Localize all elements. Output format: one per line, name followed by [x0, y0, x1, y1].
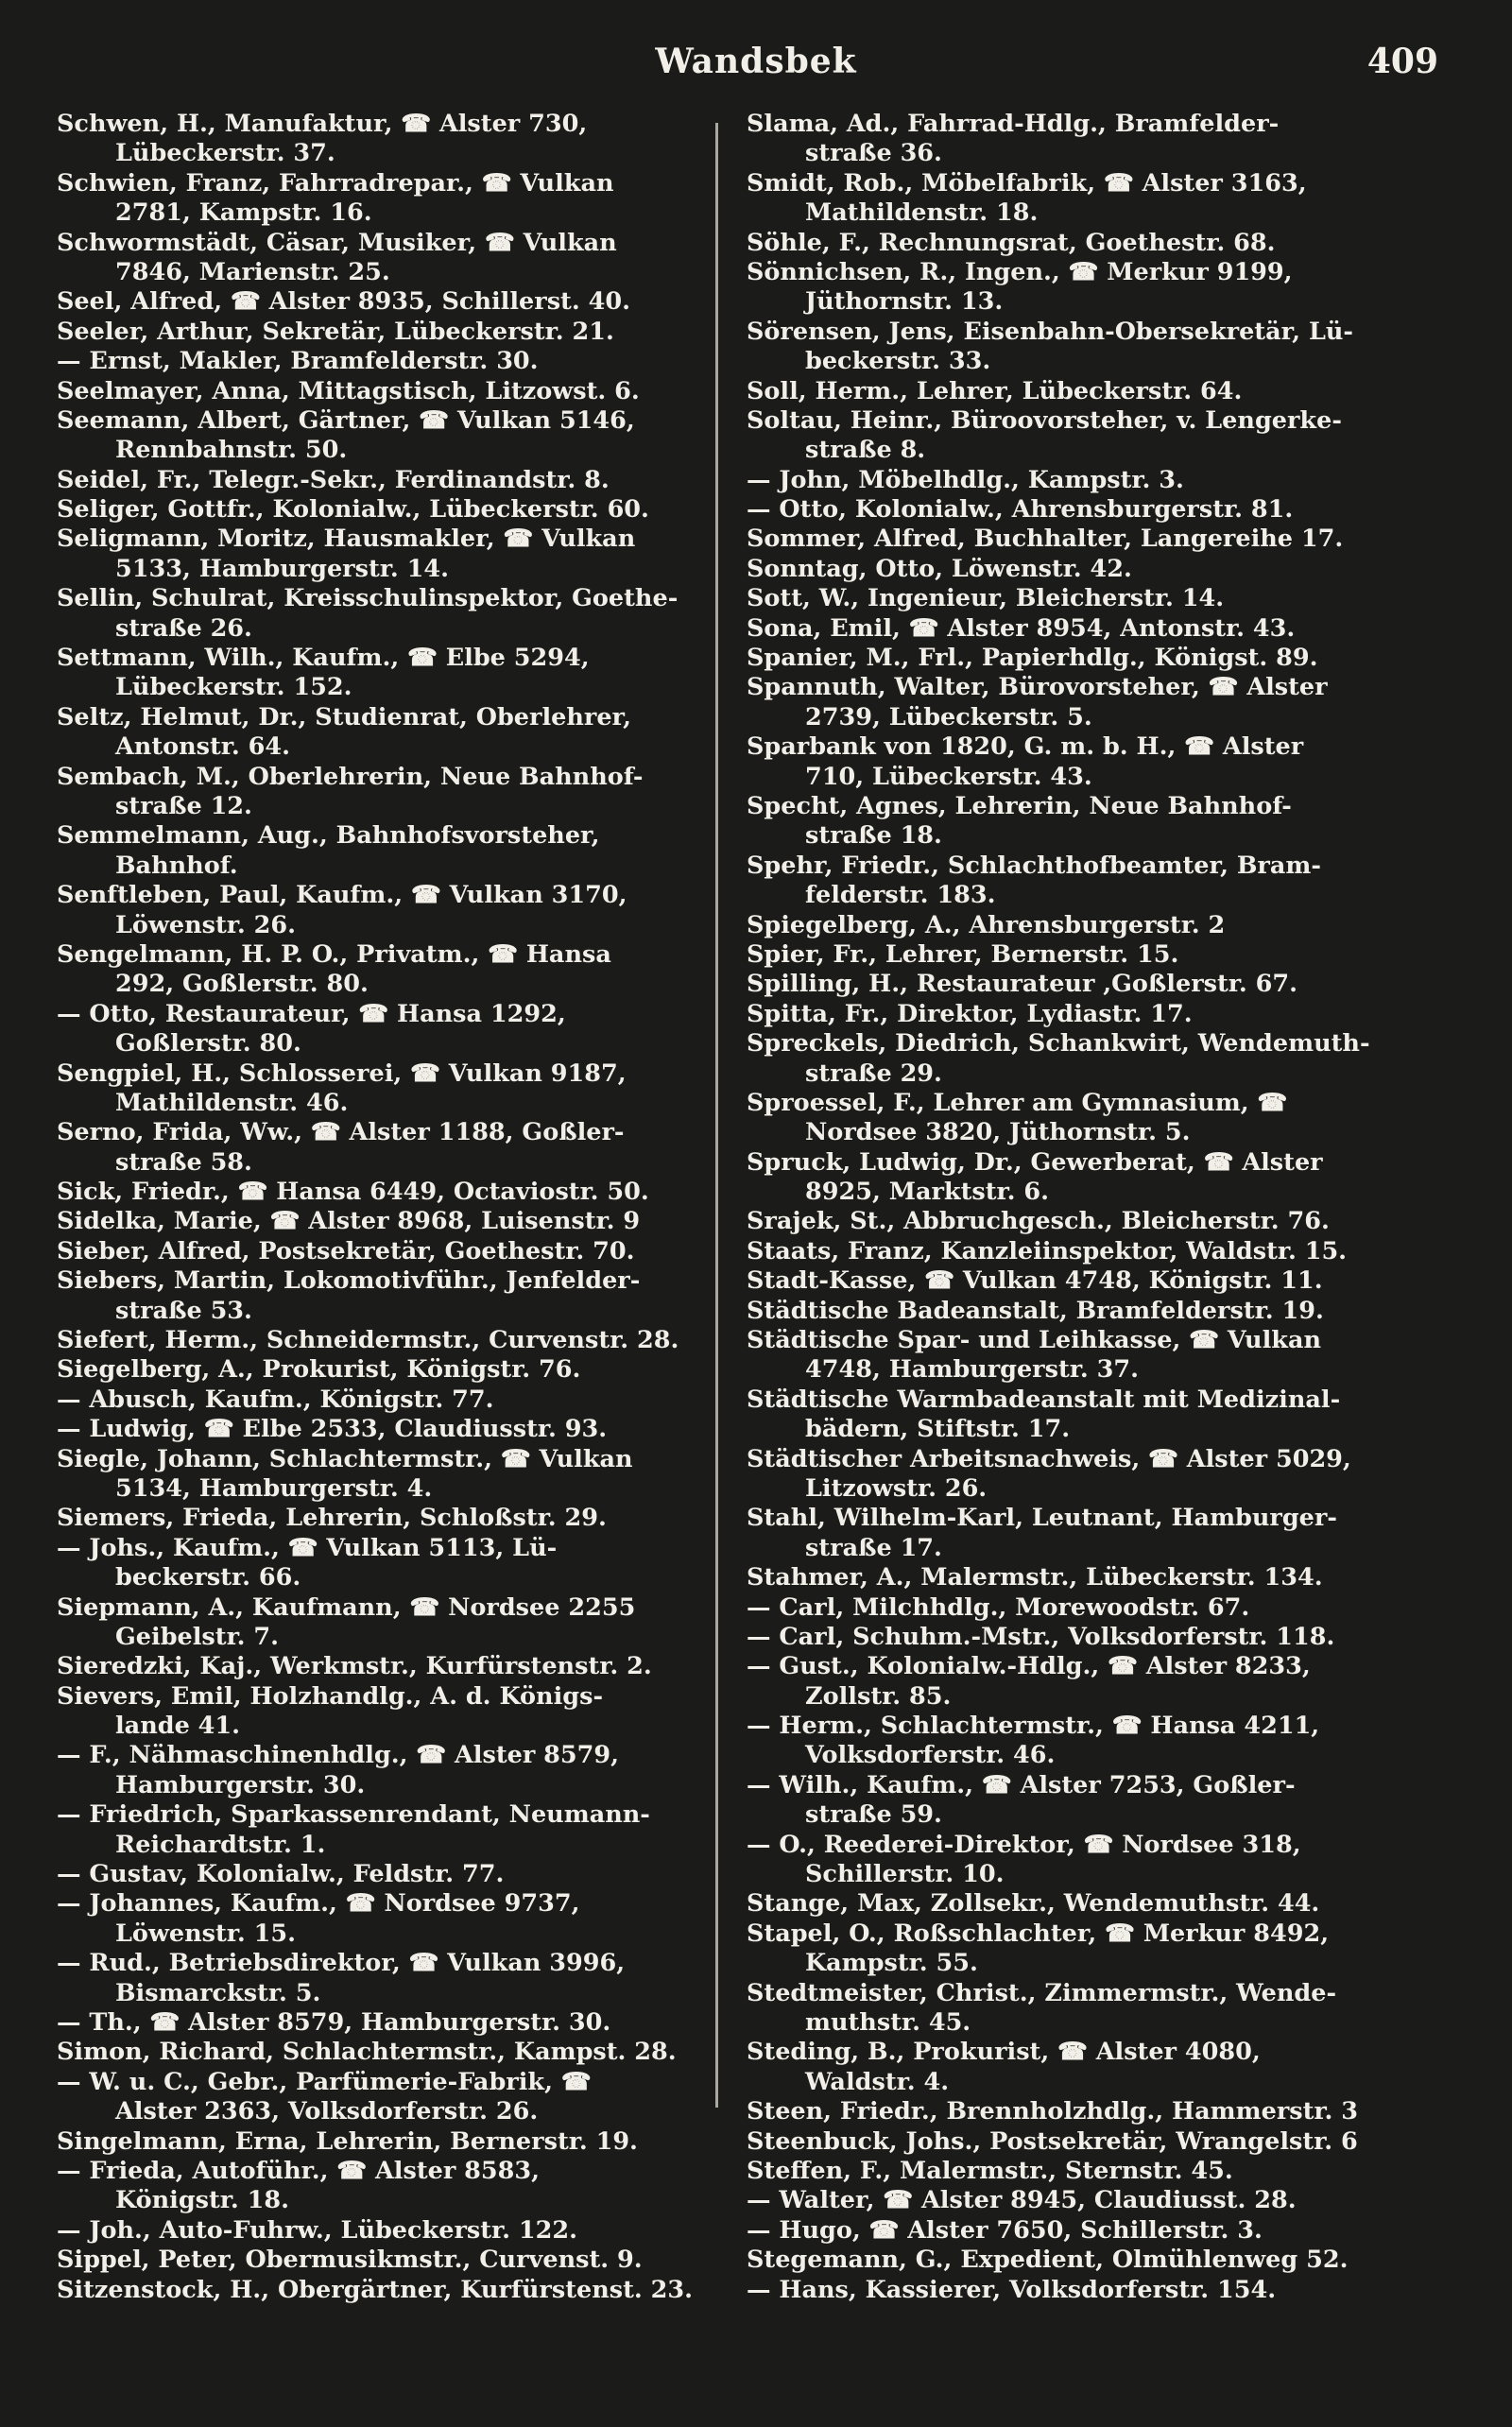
directory-entry-line: Siegle, Johann, Schlachtermstr., ☎ Vulkan	[57, 1444, 633, 1473]
directory-entry-line: Spanier, M., Frl., Papierhdlg., Königst. 89.	[747, 644, 1318, 673]
directory-entry-line: — Johs., Kaufm., ☎ Vulkan 5113, Lü-	[57, 1533, 558, 1562]
directory-entry-line: Hamburgerstr. 30.	[115, 1770, 366, 1799]
directory-entry-line: Seelmayer, Anna, Mittagstisch, Litzowst. 6.	[57, 376, 640, 405]
page-title: Wandsbek	[655, 42, 857, 81]
directory-entry-line: Sona, Emil, ☎ Alster 8954, Antonstr. 43.	[747, 613, 1296, 643]
directory-entry-line: — Otto, Kolonialw., Ahrensburgerstr. 81.	[747, 495, 1294, 525]
directory-entry-line: straße 29.	[805, 1059, 942, 1088]
directory-entry-line: Sembach, M., Oberlehrerin, Neue Bahnhof-	[57, 762, 644, 791]
directory-entry-line: — O., Reederei-Direktor, ☎ Nordsee 318,	[747, 1830, 1301, 1859]
directory-entry-line: Löwenstr. 15.	[115, 1919, 297, 1948]
directory-entry-line: Stange, Max, Zollsekr., Wendemuthstr. 44.	[747, 1889, 1320, 1919]
directory-entry-line: Staats, Franz, Kanzleiinspektor, Waldstr. 15.	[747, 1236, 1348, 1265]
directory-entry-line: — Friedrich, Sparkassenrendant, Neumann-	[57, 1800, 650, 1830]
directory-entry-line: Spruck, Ludwig, Dr., Gewerberat, ☎ Alster	[747, 1147, 1323, 1177]
directory-entry-line: straße 59.	[805, 1800, 942, 1830]
directory-entry-line: 2739, Lübeckerstr. 5.	[805, 702, 1092, 732]
directory-entry-line: Stapel, O., Roßschlachter, ☎ Merkur 8492,	[747, 1919, 1330, 1948]
directory-entry-line: Slama, Ad., Fahrrad-Hdlg., Bramfelder-	[747, 110, 1280, 138]
directory-entry-line: Stahl, Wilhelm-Karl, Leutnant, Hamburger-	[747, 1504, 1337, 1533]
directory-entry-line: beckerstr. 33.	[805, 347, 991, 376]
directory-entry-line: Seligmann, Moritz, Hausmakler, ☎ Vulkan	[57, 525, 636, 554]
directory-entry-line: Königstr. 18.	[115, 2186, 290, 2215]
directory-entry-line: Sippel, Peter, Obermusikmstr., Curvenst. 9.	[57, 2246, 643, 2275]
directory-entry-line: — F., Nähmaschinenhdlg., ☎ Alster 8579,	[57, 1741, 619, 1770]
directory-entry-line: Sengelmann, H. P. O., Privatm., ☎ Hansa	[57, 939, 611, 969]
directory-entry-line: Reichardtstr. 1.	[115, 1830, 326, 1859]
directory-entry-line: Zollstr. 85.	[805, 1681, 952, 1711]
directory-entry-line: bädern, Stiftstr. 17.	[805, 1415, 1071, 1444]
directory-entry-line: — Johannes, Kaufm., ☎ Nordsee 9737,	[57, 1889, 580, 1919]
directory-entry-line: Sonntag, Otto, Löwenstr. 42.	[747, 554, 1132, 583]
directory-entry-line: — Herm., Schlachtermstr., ☎ Hansa 4211,	[747, 1712, 1320, 1741]
directory-entry-line: Söhle, F., Rechnungsrat, Goethestr. 68.	[747, 228, 1276, 257]
directory-entry-line: Sieber, Alfred, Postsekretär, Goethestr. 70.	[57, 1236, 635, 1265]
directory-entry-line: Sengpiel, H., Schlosserei, ☎ Vulkan 9187,	[57, 1059, 627, 1088]
directory-entry-line: Litzowstr. 26.	[805, 1473, 988, 1503]
directory-entry-line: Siepmann, A., Kaufmann, ☎ Nordsee 2255	[57, 1592, 636, 1622]
directory-entry-line: Löwenstr. 26.	[115, 910, 297, 939]
directory-entry-line: Volksdorferstr. 46.	[805, 1741, 1056, 1770]
directory-entry-line: Stadt-Kasse, ☎ Vulkan 4748, Königstr. 11.	[747, 1266, 1323, 1296]
column-divider	[715, 123, 718, 2108]
directory-entry-line: Singelmann, Erna, Lehrerin, Bernerstr. 19.	[57, 2126, 638, 2156]
directory-entry-line: Rennbahnstr. 50.	[115, 436, 348, 465]
directory-entry-line: Stegemann, G., Expedient, Olmühlenweg 52.	[747, 2246, 1349, 2275]
directory-entry-line: — Frieda, Autoführ., ☎ Alster 8583,	[57, 2156, 541, 2185]
left-column	[57, 110, 709, 2305]
directory-entry-line: straße 58.	[115, 1147, 252, 1177]
directory-entry-line: — Otto, Restaurateur, ☎ Hansa 1292,	[57, 999, 566, 1028]
directory-entry-line: Sidelka, Marie, ☎ Alster 8968, Luisenstr. 9	[57, 1207, 641, 1236]
directory-entry-line: Schwien, Franz, Fahrradrepar., ☎ Vulkan	[57, 168, 614, 198]
directory-entry-line: Sick, Friedr., ☎ Hansa 6449, Octaviostr. 50.	[57, 1178, 649, 1207]
directory-entry-line: 5133, Hamburgerstr. 14.	[115, 554, 449, 583]
directory-entry-line: — Wilh., Kaufm., ☎ Alster 7253, Goßler-	[747, 1770, 1296, 1799]
directory-entry-line: — Carl, Milchhdlg., Morewoodstr. 67.	[747, 1592, 1250, 1622]
directory-entry-line: felderstr. 183.	[805, 881, 996, 910]
directory-entry-line: lande 41.	[115, 1712, 241, 1741]
directory-entry-line: Stahmer, A., Malermstr., Lübeckerstr. 134.	[747, 1563, 1323, 1592]
directory-entry-line: Geibelstr. 7.	[115, 1622, 280, 1651]
directory-entry-line: Sproessel, F., Lehrer am Gymnasium, ☎	[747, 1088, 1288, 1117]
directory-entry-line: Smidt, Rob., Möbelfabrik, ☎ Alster 3163,	[747, 168, 1307, 198]
directory-entry-line: muthstr. 45.	[805, 2008, 971, 2037]
directory-entry-line: Sparbank von 1820, G. m. b. H., ☎ Alster	[747, 732, 1304, 762]
directory-entry-line: Sommer, Alfred, Buchhalter, Langereihe 17.	[747, 525, 1344, 554]
directory-entry-line: — Joh., Auto-Fuhrw., Lübeckerstr. 122.	[57, 2215, 577, 2245]
directory-entry-line: Settmann, Wilh., Kaufm., ☎ Elbe 5294,	[57, 644, 590, 673]
directory-entry-line: Seliger, Gottfr., Kolonialw., Lübeckerstr. 60.	[57, 495, 649, 525]
directory-entry-line: Kampstr. 55.	[805, 1949, 978, 1978]
directory-entry-line: Siebers, Martin, Lokomotivführ., Jenfelder-	[57, 1266, 641, 1296]
directory-entry-line: Siemers, Frieda, Lehrerin, Schloßstr. 29.	[57, 1504, 607, 1533]
directory-entry-line: Spreckels, Diedrich, Schankwirt, Wendemuth-	[747, 1029, 1370, 1059]
directory-entry-line: Sott, W., Ingenieur, Bleicherstr. 14.	[747, 584, 1225, 613]
directory-entry-line: Städtische Spar- und Leihkasse, ☎ Vulkan	[747, 1326, 1322, 1355]
directory-entry-line: Seeler, Arthur, Sekretär, Lübeckerstr. 21.	[57, 317, 614, 346]
directory-entry-line: Srajek, St., Abbruchgesch., Bleicherstr. 76.	[747, 1207, 1330, 1236]
directory-entry-line: 2781, Kampstr. 16.	[115, 198, 372, 228]
directory-entry-line: Sellin, Schulrat, Kreisschulinspektor, Goethe-	[57, 584, 679, 613]
directory-entry-line: Städtische Warmbadeanstalt mit Medizinal-	[747, 1385, 1341, 1414]
directory-entry-line: Spier, Fr., Lehrer, Bernerstr. 15.	[747, 939, 1179, 969]
directory-entry-line: straße 26.	[115, 613, 252, 643]
directory-entry-line: straße 12.	[115, 791, 252, 820]
directory-entry-line: Antonstr. 64.	[115, 732, 290, 762]
directory-entry-line: — Ernst, Makler, Bramfelderstr. 30.	[57, 347, 539, 376]
directory-entry-line: — Carl, Schuhm.-Mstr., Volksdorferstr. 118.	[747, 1622, 1335, 1651]
directory-entry-line: Specht, Agnes, Lehrerin, Neue Bahnhof-	[747, 791, 1292, 820]
directory-entry-line: 5134, Hamburgerstr. 4.	[115, 1473, 433, 1503]
directory-entry-line: Soltau, Heinr., Büroovorsteher, v. Lengerke-	[747, 405, 1342, 435]
directory-entry-line: — Ludwig, ☎ Elbe 2533, Claudiusstr. 93.	[57, 1415, 608, 1444]
directory-entry-line: Spannuth, Walter, Bürovorsteher, ☎ Alster	[747, 673, 1328, 702]
directory-entry-line: Sievers, Emil, Holzhandlg., A. d. Königs-	[57, 1681, 604, 1711]
directory-entry-line: Stedtmeister, Christ., Zimmermstr., Wende-	[747, 1978, 1337, 2007]
directory-entry-line: Seemann, Albert, Gärtner, ☎ Vulkan 5146,	[57, 405, 635, 435]
directory-entry-line: Nordsee 3820, Jüthornstr. 5.	[805, 1118, 1191, 1147]
directory-entry-line: Spitta, Fr., Direktor, Lydiastr. 17.	[747, 999, 1193, 1028]
directory-entry-line: straße 8.	[805, 436, 926, 465]
directory-entry-line: Lübeckerstr. 37.	[115, 139, 335, 168]
directory-entry-line: straße 17.	[805, 1533, 942, 1562]
directory-entry-line: — W. u. C., Gebr., Parfümerie-Fabrik, ☎	[57, 2067, 592, 2096]
directory-entry-line: Seltz, Helmut, Dr., Studienrat, Oberlehrer,	[57, 702, 632, 732]
directory-entry-line: Siefert, Herm., Schneidermstr., Curvenstr. 28.	[57, 1326, 679, 1355]
directory-entry-line: 710, Lübeckerstr. 43.	[805, 762, 1092, 791]
directory-entry-line: straße 53.	[115, 1296, 252, 1325]
directory-entry-line: Städtische Badeanstalt, Bramfelderstr. 19.	[747, 1296, 1324, 1325]
directory-entry-line: Sitzenstock, H., Obergärtner, Kurfürstenst. 23.	[57, 2275, 693, 2304]
directory-entry-line: 7846, Marienstr. 25.	[115, 257, 390, 286]
directory-entry-line: Semmelmann, Aug., Bahnhofsvorsteher,	[57, 821, 600, 851]
directory-entry-line: Sieredzki, Kaj., Werkmstr., Kurfürstenstr. 2.	[57, 1652, 652, 1681]
page-number: 409	[1366, 42, 1438, 81]
directory-entry-line: — Hugo, ☎ Alster 7650, Schillerstr. 3.	[747, 2215, 1263, 2245]
directory-entry-line: Waldstr. 4.	[805, 2067, 950, 2096]
directory-entry-line: Jüthornstr. 13.	[805, 287, 1004, 317]
right-column	[747, 110, 1399, 2305]
directory-entry-line: 8925, Marktstr. 6.	[805, 1178, 1049, 1207]
directory-entry-line: 292, Goßlerstr. 80.	[115, 970, 369, 999]
directory-entry-line: Städtischer Arbeitsnachweis, ☎ Alster 5029,	[747, 1444, 1351, 1473]
directory-entry-line: Sönnichsen, R., Ingen., ☎ Merkur 9199,	[747, 257, 1293, 286]
directory-entry-line: Alster 2363, Volksdorferstr. 26.	[115, 2097, 539, 2126]
directory-entry-line: Steen, Friedr., Brennholzhdlg., Hammerstr. 3	[747, 2097, 1358, 2126]
directory-entry-line: Mathildenstr. 18.	[805, 198, 1039, 228]
directory-entry-line: Schillerstr. 10.	[805, 1860, 1005, 1889]
directory-entry-line: — Gustav, Kolonialw., Feldstr. 77.	[57, 1860, 505, 1889]
directory-entry-line: Senftleben, Paul, Kaufm., ☎ Vulkan 3170,	[57, 881, 627, 910]
directory-entry-line: Spehr, Friedr., Schlachthofbeamter, Bram-	[747, 851, 1321, 880]
directory-entry-line: — John, Möbelhdlg., Kampstr. 3.	[747, 465, 1184, 494]
directory-entry-line: Steding, B., Prokurist, ☎ Alster 4080,	[747, 2038, 1261, 2067]
directory-entry-line: Bismarckstr. 5.	[115, 1978, 321, 2007]
directory-entry-line: Bahnhof.	[115, 851, 238, 880]
directory-entry-line: — Hans, Kassierer, Volksdorferstr. 154.	[747, 2275, 1277, 2304]
directory-entry-line: Goßlerstr. 80.	[115, 1029, 301, 1059]
directory-entry-line: Steenbuck, Johs., Postsekretär, Wrangelstr. 6	[747, 2126, 1358, 2156]
directory-entry-line: Schwen, H., Manufaktur, ☎ Alster 730,	[57, 110, 588, 138]
directory-entry-line: — Abusch, Kaufm., Königstr. 77.	[57, 1385, 494, 1414]
directory-entry-line: straße 18.	[805, 821, 942, 851]
directory-entry-line: Spiegelberg, A., Ahrensburgerstr. 2	[747, 910, 1226, 939]
directory-entry-line: Mathildenstr. 46.	[115, 1088, 349, 1117]
directory-entry-line: Schwormstädt, Cäsar, Musiker, ☎ Vulkan	[57, 228, 617, 257]
directory-entry-line: Simon, Richard, Schlachtermstr., Kampst. 28.	[57, 2038, 677, 2067]
directory-entry-line: Spilling, H., Restaurateur ,Goßlerstr. 67.	[747, 970, 1298, 999]
directory-entry-line: Steffen, F., Malermstr., Sternstr. 45.	[747, 2156, 1233, 2185]
directory-entry-line: straße 36.	[805, 139, 942, 168]
directory-entry-line: beckerstr. 66.	[115, 1563, 301, 1592]
directory-entry-line: — Th., ☎ Alster 8579, Hamburgerstr. 30.	[57, 2008, 611, 2037]
directory-entry-line: Seidel, Fr., Telegr.-Sekr., Ferdinandstr. 8.	[57, 465, 610, 494]
directory-entry-line: Seel, Alfred, ☎ Alster 8935, Schillerst. 40.	[57, 287, 630, 317]
directory-entry-line: — Rud., Betriebsdirektor, ☎ Vulkan 3996,	[57, 1949, 626, 1978]
directory-entry-line: — Gust., Kolonialw.-Hdlg., ☎ Alster 8233,	[747, 1652, 1311, 1681]
directory-entry-line: Sörensen, Jens, Eisenbahn-Obersekretär, Lü-	[747, 317, 1353, 346]
directory-entry-line: 4748, Hamburgerstr. 37.	[805, 1355, 1139, 1385]
directory-entry-line: Siegelberg, A., Prokurist, Königstr. 76.	[57, 1355, 581, 1385]
directory-entry-line: Soll, Herm., Lehrer, Lübeckerstr. 64.	[747, 376, 1243, 405]
directory-entry-line: — Walter, ☎ Alster 8945, Claudiusst. 28.	[747, 2186, 1297, 2215]
directory-entry-line: Lübeckerstr. 152.	[115, 673, 352, 702]
directory-entry-line: Serno, Frida, Ww., ☎ Alster 1188, Goßler-	[57, 1118, 625, 1147]
